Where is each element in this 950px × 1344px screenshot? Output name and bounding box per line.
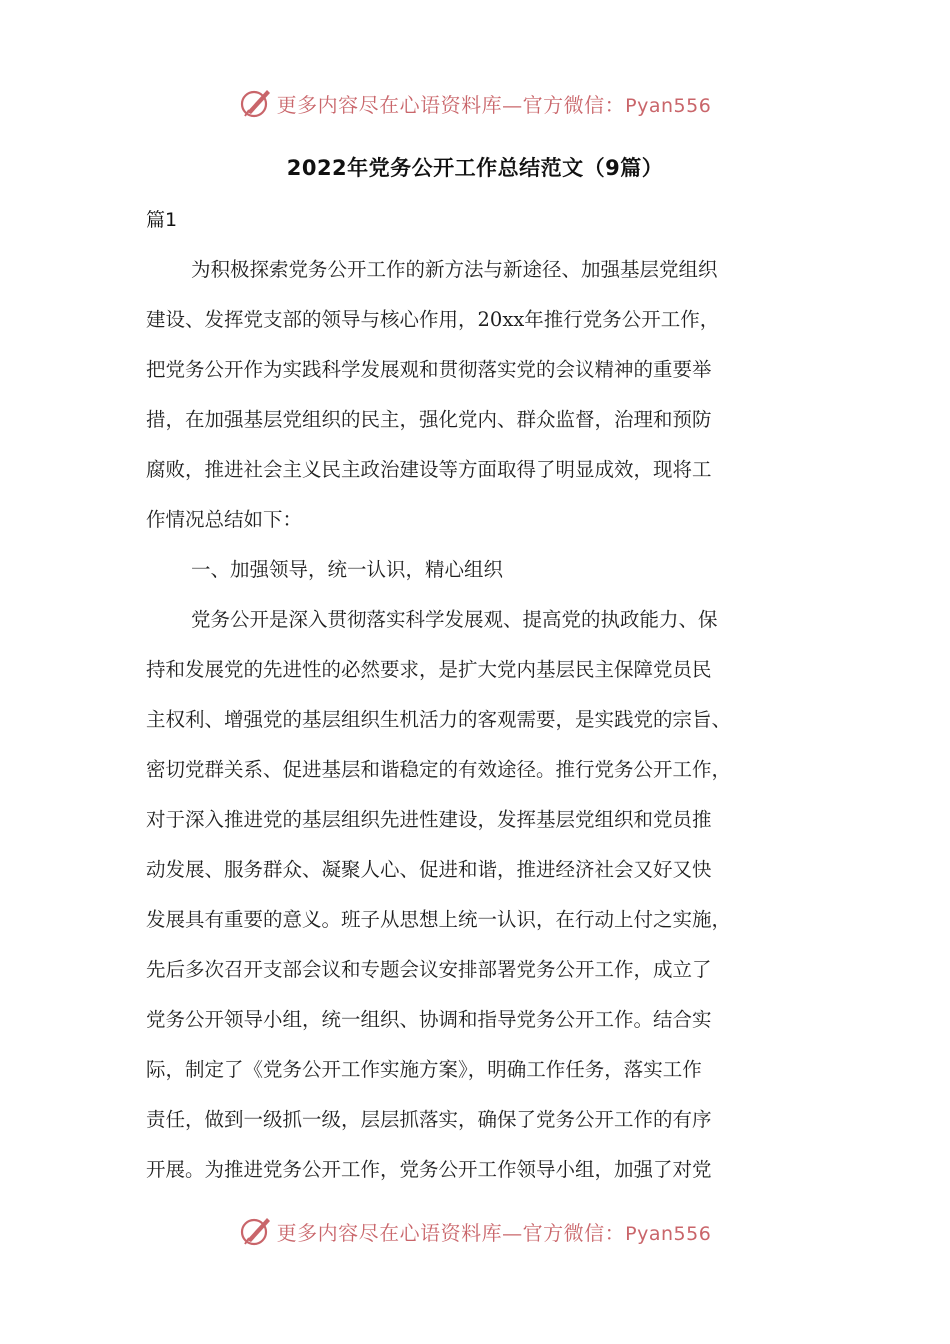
text-line: 责任，做到一级抓一级，层层抓落实，确保了党务公开工作的有序 [146,1108,712,1131]
banner-text: 更多内容尽在心语资料库—官方微信：Pyan556 [276,1220,712,1245]
document-title: 2022年党务公开工作总结范文（9篇） [286,156,664,180]
section-heading: 一、加强领导，统一认识，精心组织 [191,558,504,581]
text-line: 党务公开是深入贯彻落实科学发展观、提高党的执政能力、保 [191,608,718,631]
wechat-id: Pyan556 [625,1222,712,1245]
text-line: 际，制定了《党务公开工作实施方案》，明确工作任务，落实工作 [146,1058,702,1081]
text-line: 开展。为推进党务公开工作，党务公开工作领导小组，加强了对党 [146,1158,712,1181]
text-line: 建设、发挥党支部的领导与核心作用，20xx年推行党务公开工作， [146,308,720,331]
text-line: 先后多次召开支部会议和专题会议安排部署党务公开工作，成立了 [146,958,712,981]
feather-pen-icon [239,1214,273,1248]
text-line: 动发展、服务群众、凝聚人心、促进和谐，推进经济社会又好又快 [146,858,712,881]
banner-text: 更多内容尽在心语资料库—官方微信：Pyan556 [276,92,712,117]
text-line: 为积极探索党务公开工作的新方法与新途径、加强基层党组织 [191,258,718,281]
feather-pen-icon [239,86,273,120]
document-body [146,245,811,1195]
wechat-id: Pyan556 [625,94,712,117]
text-line: 密切党群关系、促进基层和谐稳定的有效途径。推行党务公开工作， [146,758,732,781]
text-line: 主权利、增强党的基层组织生机活力的客观需要，是实践党的宗旨、 [146,708,732,731]
text-line: 发展具有重要的意义。班子从思想上统一认识，在行动上付之实施， [146,908,732,931]
footer-banner [0,1211,950,1251]
text-line: 腐败，推进社会主义民主政治建设等方面取得了明显成效，现将工 [146,458,712,481]
text-line: 措，在加强基层党组织的民主，强化党内、群众监督，治理和预防 [146,408,712,431]
text-line: 作情况总结如下： [146,508,303,531]
text-line: 对于深入推进党的基层组织先进性建设，发挥基层党组织和党员推 [146,808,712,831]
text-line: 把党务公开作为实践科学发展观和贯彻落实党的会议精神的重要举 [146,358,712,381]
text-line: 党务公开领导小组，统一组织、协调和指导党务公开工作。结合实 [146,1008,712,1031]
text-line: 持和发展党的先进性的必然要求，是扩大党内基层民主保障党员民 [146,658,712,681]
section-label: 篇1 [146,209,178,231]
header-banner [0,83,950,123]
